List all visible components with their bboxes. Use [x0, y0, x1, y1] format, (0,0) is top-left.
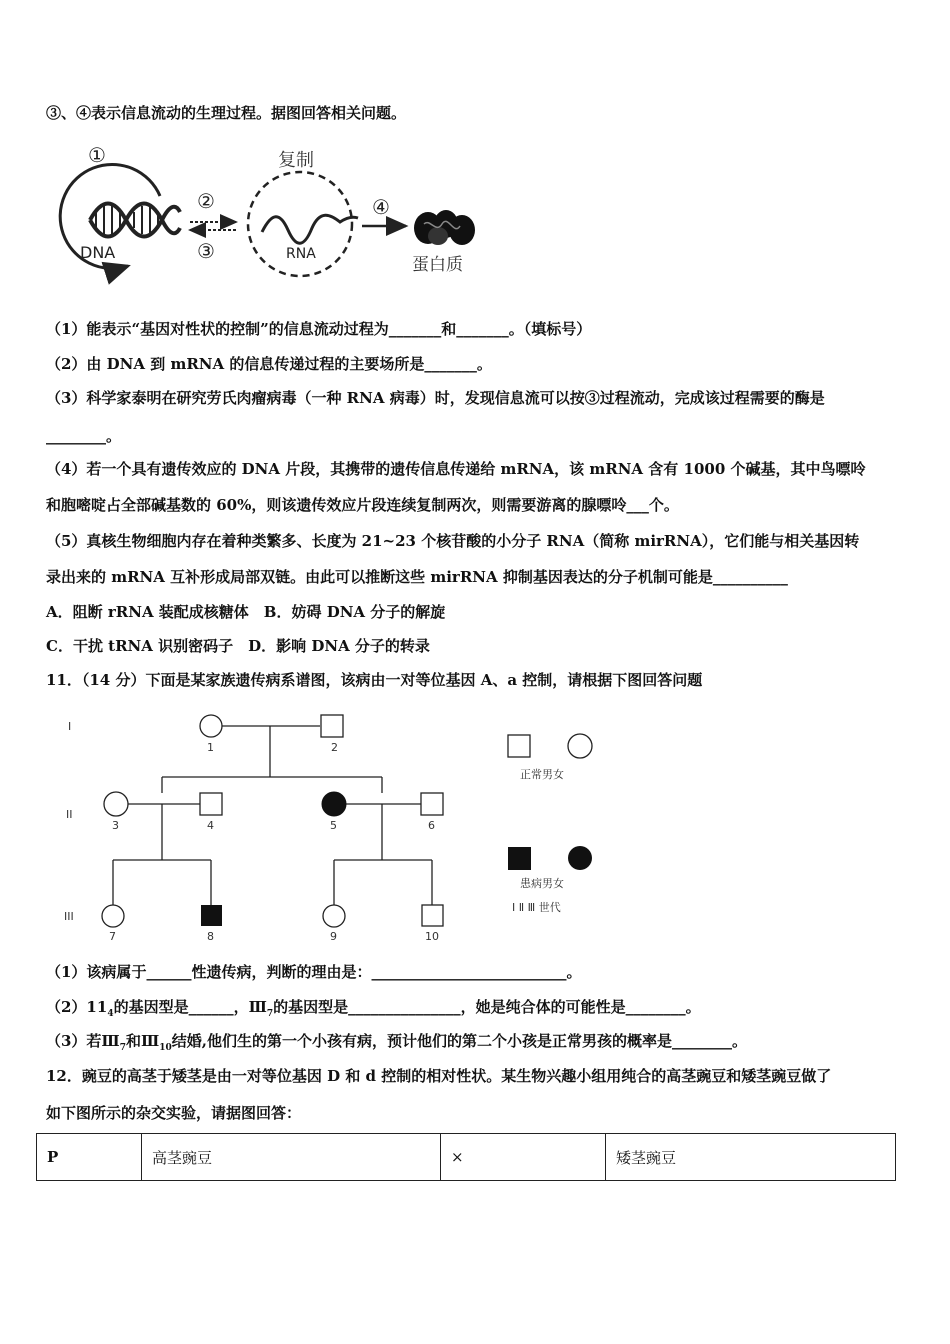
- table-cell-p: P: [37, 1134, 142, 1181]
- cross-table: [36, 1133, 896, 1181]
- q11-title: 11．（14 分）下面是某家族遗传病系谱图，该病由一对等位基因 A、a 控制，请根据下图回答问题: [46, 671, 703, 689]
- label-2: ②: [197, 189, 215, 213]
- individual-4: [200, 793, 222, 815]
- rna-strand-icon: [262, 215, 358, 243]
- legend-normal-label: 正常男女: [520, 768, 564, 781]
- table-row: [37, 1134, 896, 1181]
- q10-part1: （1）能表示“基因对性状的控制”的信息流动过程为_______和_______。（填标号）: [46, 320, 592, 338]
- q10-part2: （2）由 DNA 到 mRNA 的信息传递过程的主要场所是_______。: [46, 355, 492, 373]
- q12-line1: 12．豌豆的高茎于矮茎是由一对等位基因 D 和 d 控制的相对性状。某生物兴趣小组用纯合的高茎豌豆和矮茎豌豆做了: [46, 1067, 832, 1085]
- intro-text: ③、④表示信息流动的生理过程。据图回答相关问题。: [46, 104, 407, 122]
- generation-1-label: I: [68, 720, 72, 733]
- individual-3-number: 3: [112, 819, 119, 832]
- label-1: ①: [88, 143, 106, 167]
- individual-6: [421, 793, 443, 815]
- legend-affected-label: 患病男女: [520, 877, 564, 890]
- individual-4-number: 4: [207, 819, 214, 832]
- legend-affected-female: [568, 846, 592, 870]
- rna-label: RNA: [286, 246, 316, 262]
- individual-2-number: 2: [331, 741, 338, 754]
- q10-options-ab: A．阻断 rRNA 装配成核糖体 B．妨碍 DNA 分子的解旋: [46, 603, 446, 621]
- q10-part5-line2: 录出来的 mRNA 互补形成局部双链。由此可以推断这些 mirRNA 抑制基因表达的分子机制可能是__________: [46, 568, 788, 586]
- table-cell-short-pea: 矮茎豌豆: [606, 1134, 896, 1181]
- individual-3: [104, 792, 128, 816]
- q10-part4-line2: 和胞嘧啶占全部碱基数的 60%，则该遗传效应片段连续复制两次，则需要游离的腺嘌呤___个。: [46, 496, 679, 514]
- label-3: ③: [197, 239, 215, 263]
- q10-part3-line1: （3）科学家泰明在研究劳氏肉瘤病毒（一种 RNA 病毒）时，发现信息流可以按③过程流动，完成该过程需要的酶是: [46, 389, 825, 407]
- q11-part3: （3）若$Ⅲ_7$和$Ⅲ_{10}$结婚,他们生的第一个小孩有病，预计他们的第二个小孩是正常男孩的概率是________。: [46, 1032, 748, 1053]
- legend-affected-male: [508, 847, 531, 870]
- dna-label: DNA: [80, 243, 116, 262]
- individual-1: [200, 715, 222, 737]
- table-cell-tall-pea: 高茎豌豆: [142, 1134, 441, 1181]
- q10-part5-line1: （5）真核生物细胞内存在着种类繁多、长度为 21~23 个核苷酸的小分子 RNA（简称 mirRNA），它们能与相关基因转: [46, 532, 860, 550]
- individual-10: [422, 905, 443, 926]
- q10-part4-line1: （4）若一个具有遗传效应的 DNA 片段，其携带的遗传信息传递给 mRNA，该 mRNA 含有 1000 个碱基，其中鸟嘌呤: [46, 460, 866, 478]
- individual-1-number: 1: [207, 741, 214, 754]
- individual-8: [201, 905, 222, 926]
- individual-8-number: 8: [207, 930, 214, 943]
- legend-generation-label: Ⅰ Ⅱ Ⅲ 世代: [512, 901, 561, 914]
- individual-5: [322, 792, 346, 816]
- q10-part3-line2: ________。: [46, 427, 122, 445]
- dna-helix-icon: [90, 204, 180, 237]
- generation-3-label: III: [64, 910, 74, 923]
- label-4: ④: [372, 195, 390, 219]
- q11-part1: （1）该病属于______性遗传病，判断的理由是：__________________________。: [46, 963, 582, 981]
- protein-label: 蛋白质: [412, 255, 463, 275]
- information-flow-diagram: [40, 138, 500, 288]
- individual-9: [323, 905, 345, 927]
- generation-2-label: II: [66, 808, 73, 821]
- q12-line2: 如下图所示的杂交实验，请据图回答：: [46, 1104, 302, 1122]
- individual-7: [102, 905, 124, 927]
- legend-normal-male: [508, 735, 530, 757]
- individual-6-number: 6: [428, 819, 435, 832]
- q10-options-cd: C．干扰 tRNA 识别密码子 D．影响 DNA 分子的转录: [46, 637, 430, 655]
- pedigree-chart: [56, 705, 616, 950]
- individual-10-number: 10: [425, 930, 439, 943]
- individual-7-number: 7: [109, 930, 116, 943]
- legend-normal-female: [568, 734, 592, 758]
- replication-label: 复制: [278, 150, 314, 171]
- individual-5-number: 5: [330, 819, 337, 832]
- individual-9-number: 9: [330, 930, 337, 943]
- table-cell-cross-symbol: ×: [441, 1134, 606, 1181]
- protein-icon: [414, 210, 475, 245]
- individual-2: [321, 715, 343, 737]
- q11-part2: $(2)11_4$的基因型是______，$Ⅲ_7$的基因型是_______________，她是纯合体的可能性是________。: [46, 998, 701, 1019]
